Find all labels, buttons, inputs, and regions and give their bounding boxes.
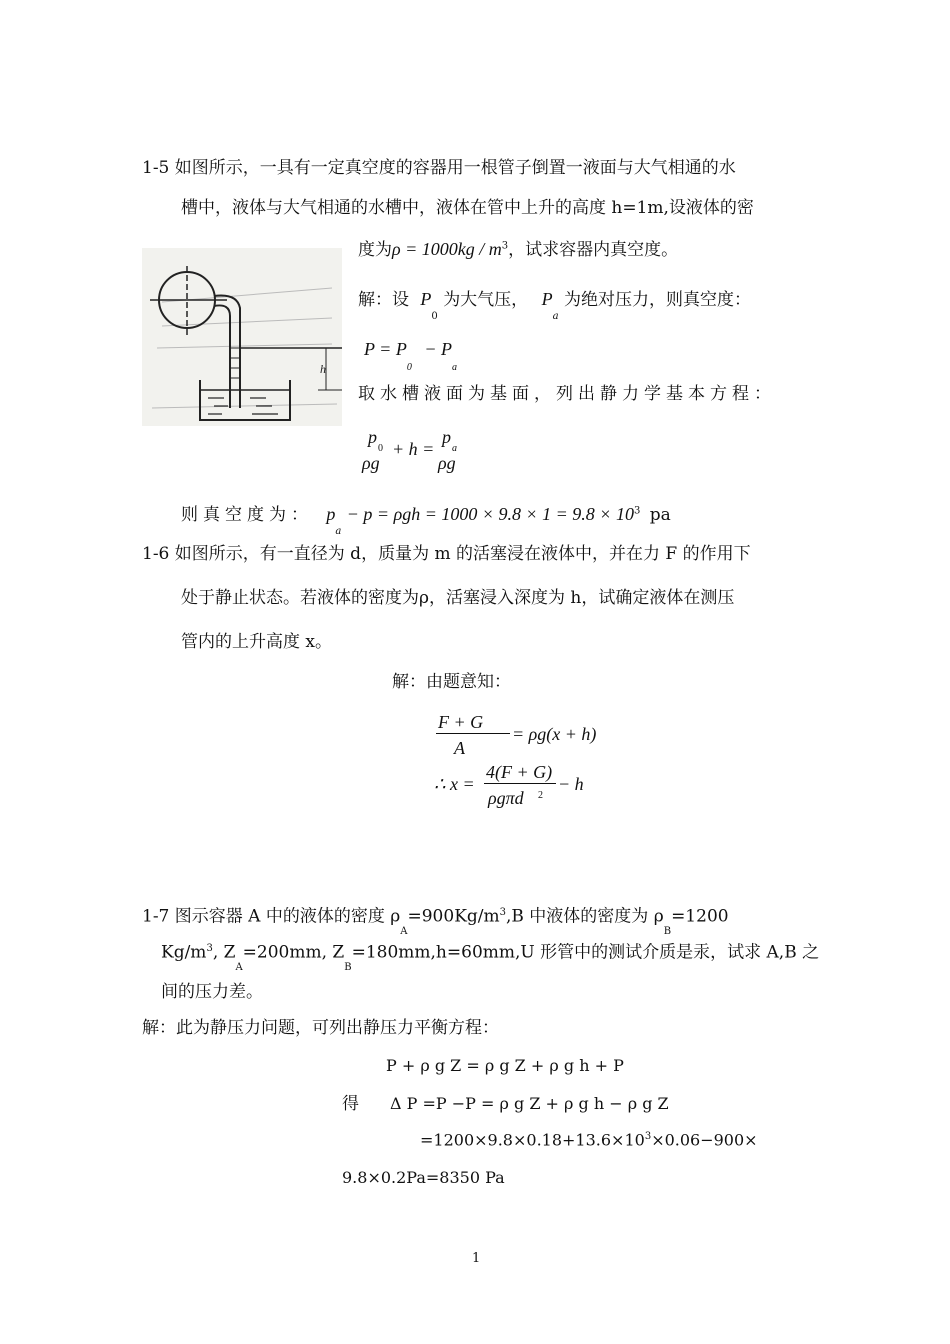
p15-line3: 度为$\rho = 1000kg / m^3$，试求容器内真空度。 xyxy=(358,239,679,260)
p15-result: 则真空度为： $p_a - p = \rho gh = 1000 \times 9.8 \times 1 = 9.8 \times 10^3$ pa xyxy=(181,504,671,538)
p15-vacuum-eq: $P = P_0 - P_a$ xyxy=(364,339,457,373)
p17-eq-d: 9.8×0.2Pa=8350 Pa xyxy=(342,1168,505,1187)
vacuum-container-figure xyxy=(142,248,342,426)
p16-line3: 管内的上升高度 x。 xyxy=(181,632,332,652)
p16-fraction-bar-1 xyxy=(436,733,510,734)
p17-line2: $Kg/m^3$, $Z_A=200mm$, $Z_B=180mm,h=60mm,U$ 形管中的测试介质是汞，试求 A,B 之 xyxy=(161,942,820,974)
p17-eq-c: $=1200\times 9.8\times 0.18+13.6\times 10^3\times 0.06-900\times$ xyxy=(420,1130,758,1150)
p16-solution-intro: 解：由题意知： xyxy=(392,672,511,692)
p17-solution-intro: 解：此为静压力问题，可列出静压力平衡方程： xyxy=(142,1018,499,1038)
p17-eq-a: P + ρ g Z = ρ g Z + ρ g h + P xyxy=(386,1056,624,1075)
p15-line2: 槽中，液体与大气相通的水槽中，液体在管中上升的高度 h=1m,设液体的密 xyxy=(181,198,754,218)
p17-line1: 1-7 图示容器 A 中的液体的密度 $\rho_A=900Kg/m^3,B$ 中液体的密度为 $\rho_B=1200$ xyxy=(142,906,729,938)
p15-line1: 1-5 如图所示，一具有一定真空度的容器用一根管子倒置一液面与大气相通的水 xyxy=(142,158,736,178)
p17-de: 得 xyxy=(342,1094,359,1114)
p16-line1: 1-6 如图所示，有一直径为 d，质量为 m 的活塞浸在液体中，并在力 F 的作用下 xyxy=(142,544,751,564)
p17-eq-b: Δ P =P −P = ρ g Z + ρ g h − ρ g Z xyxy=(390,1094,669,1113)
p16-fraction-bar-2 xyxy=(484,783,556,784)
page-number: 1 xyxy=(472,1251,481,1266)
p15-base-text: 取水槽液面为基面，列出静力学基本方程： xyxy=(358,384,776,404)
p17-line3: 间的压力差。 xyxy=(161,982,263,1002)
p15-solution-intro: 解：设 $P_0$ 为大气压， $P_a$ 为绝对压力，则真空度： xyxy=(358,289,751,323)
svg-text:h: h xyxy=(320,362,326,376)
p16-line2: 处于静止状态。若液体的密度为ρ，活塞浸入深度为 h，试确定液体在测压 xyxy=(181,588,735,608)
